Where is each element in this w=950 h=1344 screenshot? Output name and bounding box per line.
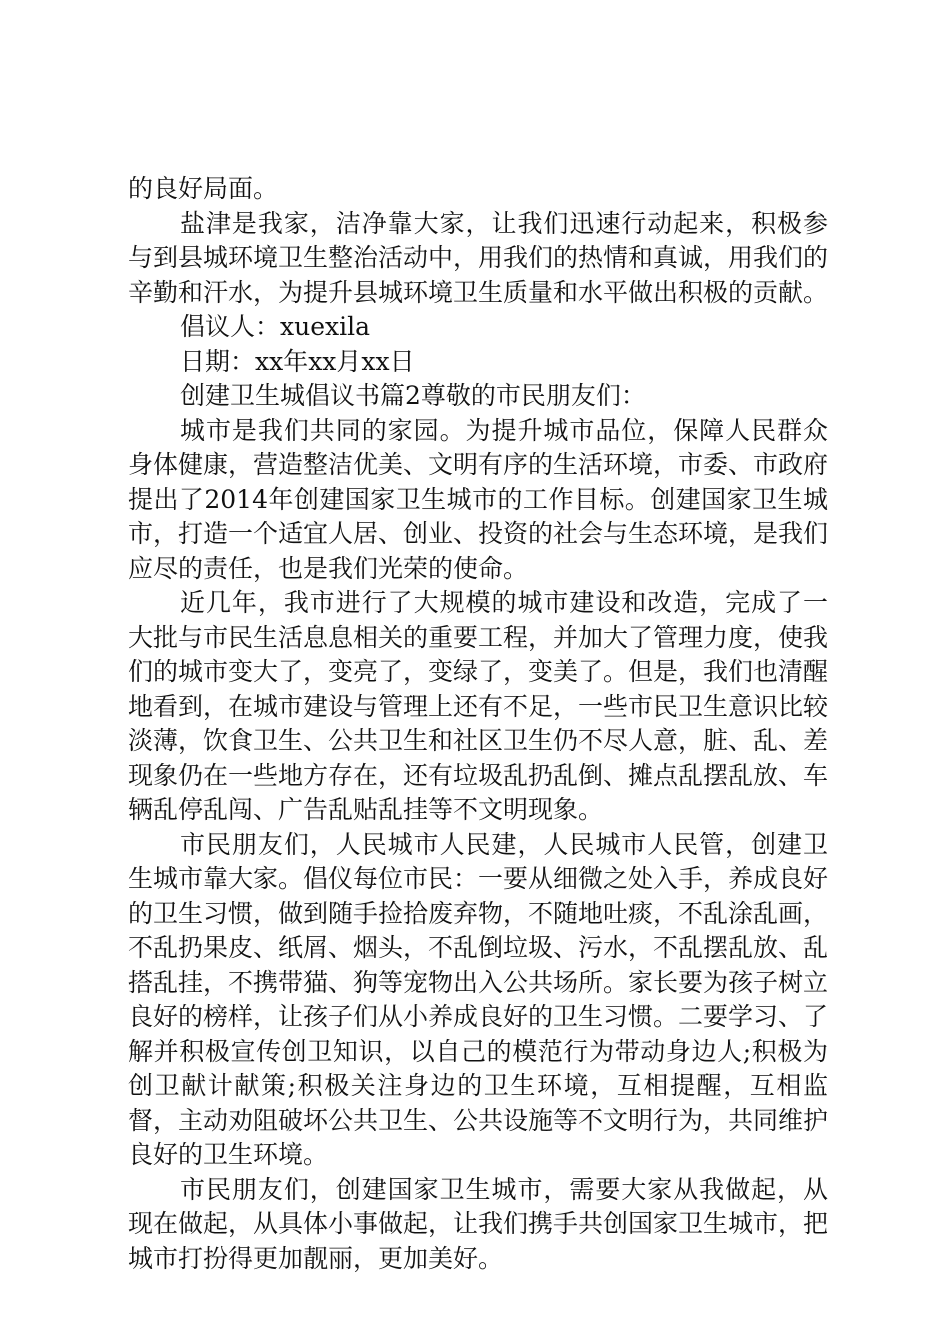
date-line: 日期：xx年xx月xx日 <box>180 346 415 376</box>
section-heading: 创建卫生城倡议书篇2尊敬的市民朋友们： <box>180 381 646 410</box>
paragraph-7: 近几年，我市进行了大规模的城市建设和改造，完成了一大批与市民生活息息相关的重要工程，并加大了管理力度，使我们的城市变大了，变亮了，变绿了，变美了。但是，我们也清醒地看到，在城市建设与管理上还有不足，一些市民卫生意识比较淡薄，饮食卫生、公共卫生和社区卫生仍不尽人意，脏、乱、差现象仍在一些地方存在，还有垃圾乱扔乱倒、摊点乱摆乱放、车辆乱停乱闯、广告乱贴乱挂等不文明现象。 <box>128 588 829 824</box>
document-body <box>128 172 828 1276</box>
paragraph-8: 市民朋友们，人民城市人民建，人民城市人民管，创建卫生城市靠大家。倡仪每位市民：一要从细微之处入手，养成良好的卫生习惯，做到随手捡拾废弃物，不随地吐痰，不乱涂乱画，不乱扔果皮、纸屑、烟头，不乱倒垃圾、污水，不乱摆乱放、乱搭乱挂，不携带猫、狗等宠物出入公共场所。家长要为孩子树立良好的榜样，让孩子们从小养成良好的卫生习惯。二要学习、了解并积极宣传创卫知识，以自己的模范行为带动身边人;积极为创卫献计献策;积极关注身边的卫生环境，互相提醒，互相监督，主动劝阻破坏公共卫生、公共设施等不文明行为，共同维护良好的卫生环境。 <box>128 829 829 1169</box>
paragraph-2: 盐津是我家，洁净靠大家，让我们迅速行动起来，积极参与到县城环境卫生整治活动中，用我们的热情和真诚，用我们的辛勤和汗水，为提升县城环境卫生质量和水平做出积极的贡献。 <box>128 208 829 307</box>
paragraph-1: 的良好局面。 <box>128 174 279 203</box>
paragraph-9: 市民朋友们，创建国家卫生城市，需要大家从我做起，从现在做起，从具体小事做起，让我们携手共创国家卫生城市，把城市打扮得更加靓丽，更加美好。 <box>128 1174 829 1273</box>
paragraph-6: 城市是我们共同的家园。为提升城市品位，保障人民群众身体健康，营造整洁优美、文明有序的生活环境，市委、市政府提出了2014年创建国家卫生城市的工作目标。创建国家卫生城市，打造一个适宜人居、创业、投资的社会与生态环境，是我们应尽的责任，也是我们光荣的使命。 <box>128 415 829 583</box>
proposer-line: 倡议人：xuexila <box>180 312 370 341</box>
